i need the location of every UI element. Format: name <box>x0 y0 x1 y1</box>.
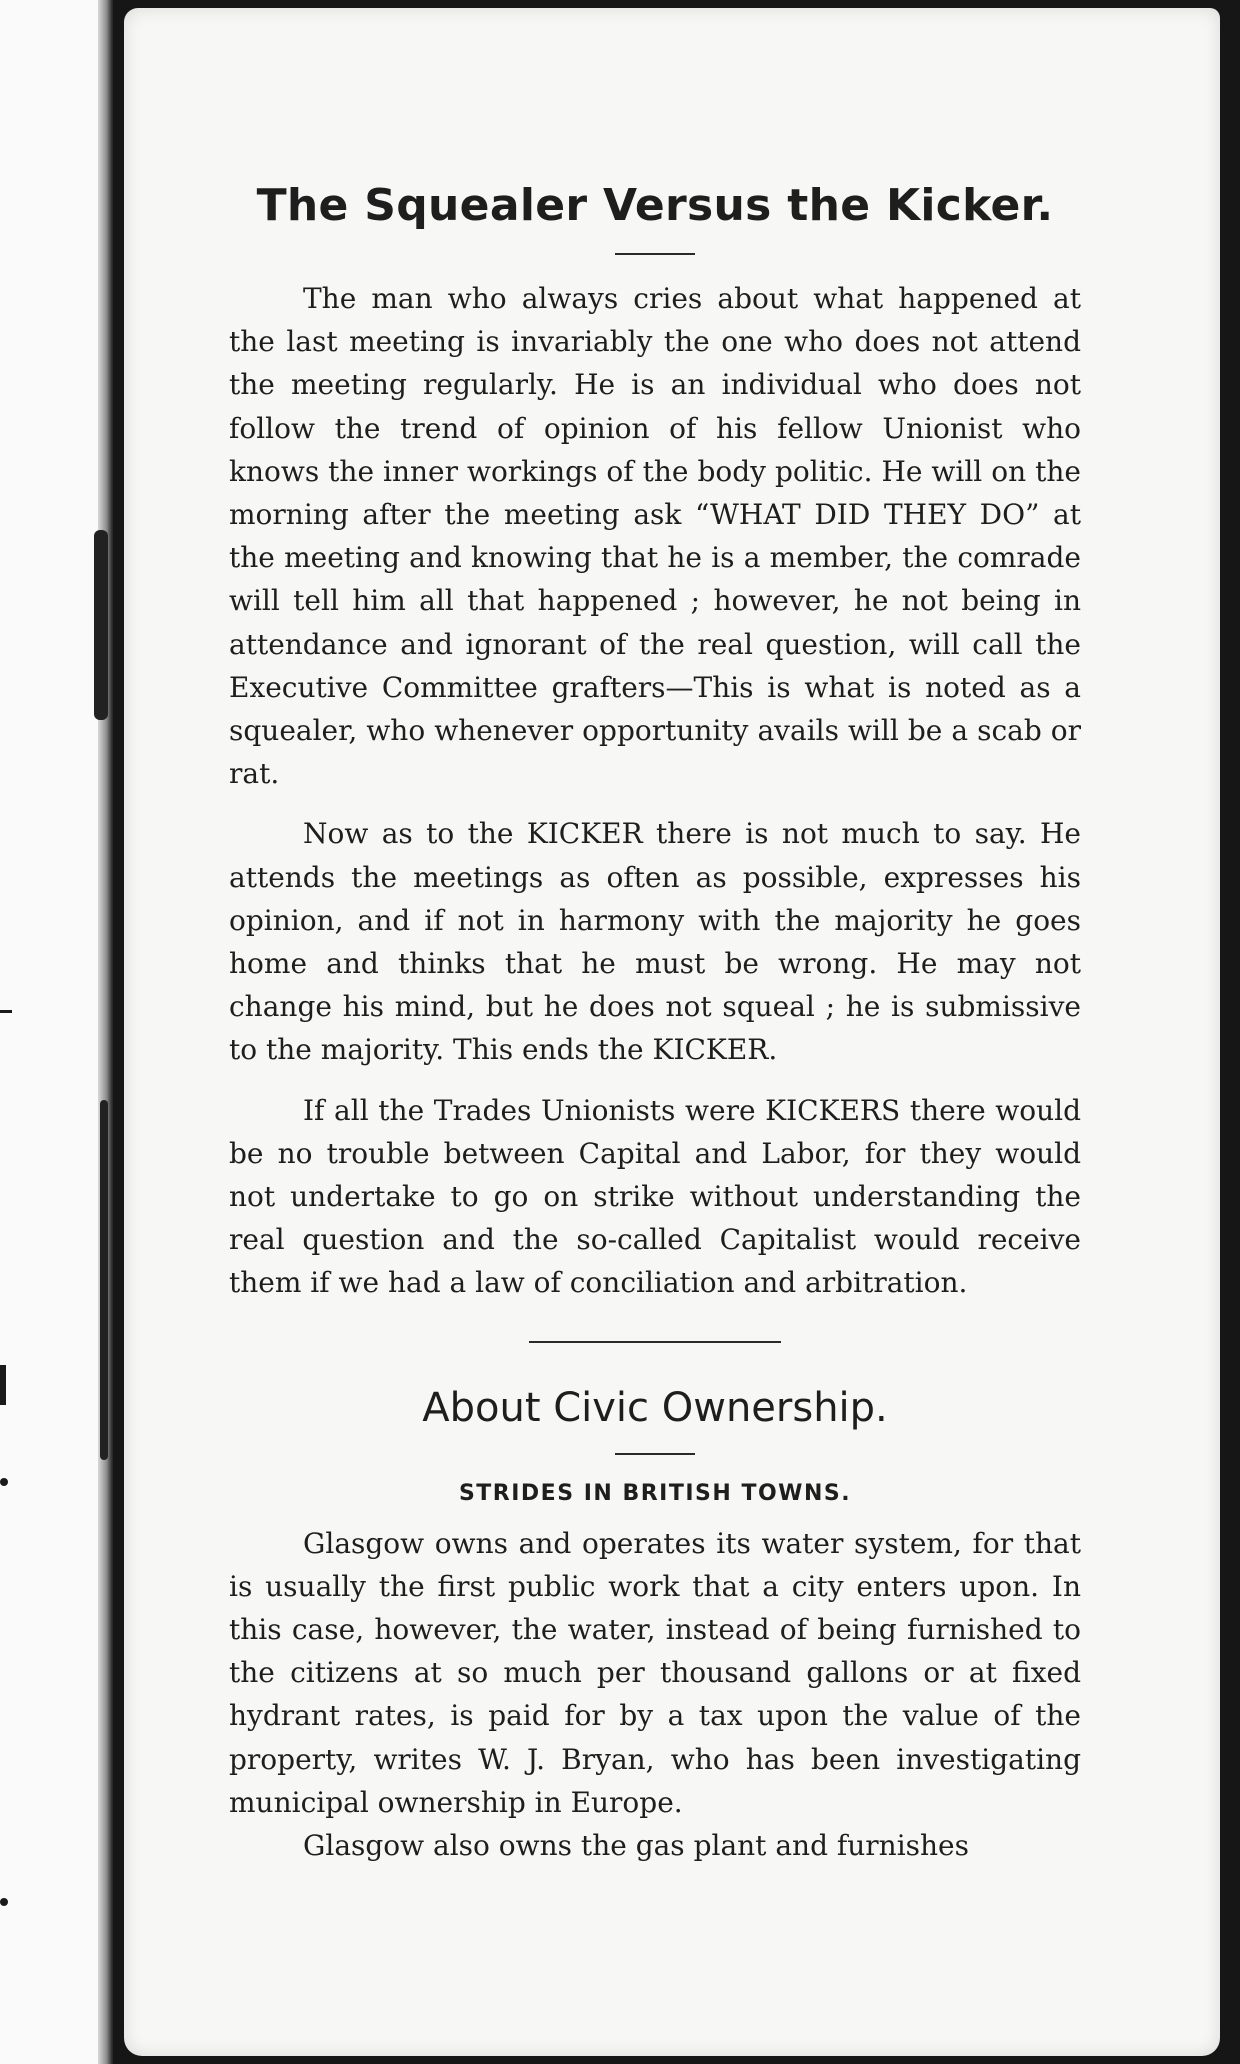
previous-page-edge <box>0 0 113 2064</box>
body-paragraph: Glasgow owns and operates its water system, for that is usually the first public work that a city enters upon. In this case, however, the water, instead of being furnished to the citizens at so much per thousand gallons or at fixed hydrant rates, is paid for by a tax upon the value of the property, writes W. J. Bryan, who has been investigating municipal ownership in Europe. <box>229 1526 1081 1819</box>
article-body <box>229 277 1081 1305</box>
page-gutter <box>98 0 112 2064</box>
margin-mark <box>0 1365 6 1405</box>
document-page <box>124 8 1220 2056</box>
margin-mark <box>0 1010 12 1013</box>
body-paragraph: The man who always cries about what happened at the last meeting is invariably the one who does not attend the meeting regularly. He is an individual who does not follow the trend of opinion of his fellow Unionist who knows the inner workings of the body politic. He will on the morning after the meeting ask “WHAT DID THEY DO” at the meeting and knowing that he is a member, the comrade will tell him all that happened ; however, he not being in attendance and ignorant of the real question, will call the Executive Committee grafters—This is what is noted as a squealer, who whenever opportunity avails will be a scab or rat. <box>229 282 1081 791</box>
body-paragraph: If all the Trades Unionists were KICKERS there would be no trouble between Capital and Labor, for they would not undertake to go on strike without understanding the real question and the so-called Capitalist would receive them if we had a law of conciliation and arbitration. <box>229 1093 1081 1300</box>
article-title: About Civic Ownership. <box>422 1384 888 1431</box>
binding-stitch <box>94 530 108 720</box>
section-divider <box>529 1341 781 1343</box>
body-paragraph: Now as to the KICKER there is not much to say. He attends the meetings as often as possible, expresses his opinion, and if not in harmony with the majority he goes home and thinks that he must be wrong. He may not change his mind, but he does not squeal ; he is submissive to the majority. This ends the KICKER. <box>229 817 1081 1067</box>
page-content <box>229 8 1081 1867</box>
body-paragraph: Glasgow also owns the gas plant and furnishes <box>303 1829 969 1863</box>
article-body <box>229 1522 1081 1868</box>
title-rule <box>615 253 695 255</box>
article-title: The Squealer Versus the Kicker. <box>256 180 1054 231</box>
title-rule <box>615 1453 695 1455</box>
margin-mark <box>0 1898 8 1906</box>
margin-mark <box>0 1478 8 1486</box>
binding-shadow <box>100 1100 108 1460</box>
article-subheading: STRIDES IN BRITISH TOWNS. <box>458 1480 852 1506</box>
